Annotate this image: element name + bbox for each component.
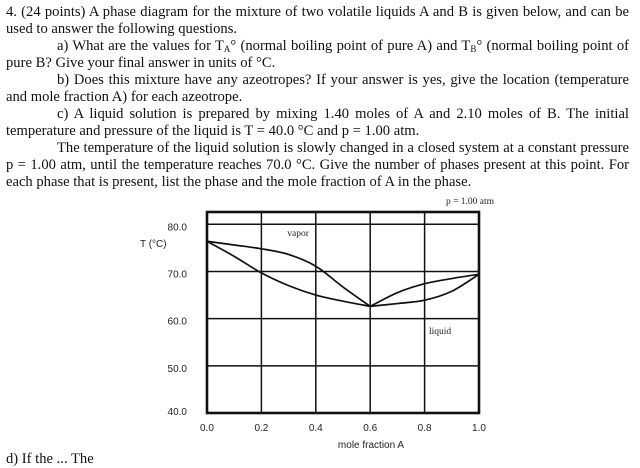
subscript-a: A: [223, 43, 231, 54]
phase-boundary-curve: [207, 241, 370, 306]
question-line-6: and mole fraction A) for each azeotrope.: [6, 88, 243, 105]
x-tick-label: 0.8: [417, 423, 432, 434]
question-part-c: c) A liquid solution is prepared by mixing 1.40 moles of A and 2.10 moles of B. The initial: [57, 105, 629, 122]
x-tick-label: 0.0: [200, 423, 214, 434]
x-tick-label: 0.2: [254, 423, 269, 434]
chart-curves: [207, 241, 479, 306]
question-line-11: each phase that is present, list the phase and the mole fraction of A in the phase.: [6, 173, 472, 190]
x-axis-label: mole fraction A: [337, 440, 405, 451]
pressure-label: p = 1.00 atm: [445, 197, 495, 207]
question-line-1: 4. (24 points) A phase diagram for the mixture of two volatile liquids A and B is given below, and can be: [6, 3, 629, 20]
cutoff-question-line: d) If the ... The: [6, 451, 94, 467]
y-tick-label: 40.0: [167, 407, 187, 418]
question-line-2: used to answer the following questions.: [6, 20, 238, 37]
region-label-liquid: liquid: [429, 326, 452, 337]
question-part-b: b) Does this mixture have any azeotropes? If your answer is yes, give the location (temperature: [57, 71, 629, 88]
plot-border: [207, 212, 479, 413]
question-line-10: p = 1.00 atm, until the temperature reaches 70.0 °C. Give the number of phases present at this point. For: [6, 156, 629, 173]
chart-grid: [207, 212, 479, 413]
x-tick-label: 0.4: [308, 423, 323, 434]
y-axis-label: T (°C): [140, 239, 167, 250]
part-a-text-1: a) What are the values for T: [57, 37, 224, 54]
y-tick-label: 60.0: [167, 316, 187, 328]
phase-boundary-curve: [207, 241, 370, 306]
region-label-vapor: vapor: [287, 228, 309, 239]
y-tick-label: 70.0: [167, 269, 187, 281]
y-tick-label: 50.0: [167, 363, 187, 375]
part-a-text-2: ° (normal boiling point of pure A) and T: [230, 37, 471, 54]
question-line-4: pure B? Give your final answer in units of °C.: [6, 54, 276, 71]
part-a-text-3: ° (normal boiling point of: [476, 37, 629, 54]
question-line-9: The temperature of the liquid solution is slowly changed in a closed system at a constant pressure: [57, 139, 629, 156]
x-tick-label: 1.0: [472, 423, 486, 434]
y-tick-label: 80.0: [167, 222, 187, 234]
question-line-8: temperature and pressure of the liquid is T = 40.0 °C and p = 1.00 atm.: [6, 122, 420, 139]
x-tick-label: 0.6: [363, 423, 378, 434]
subscript-b: B: [470, 43, 477, 54]
